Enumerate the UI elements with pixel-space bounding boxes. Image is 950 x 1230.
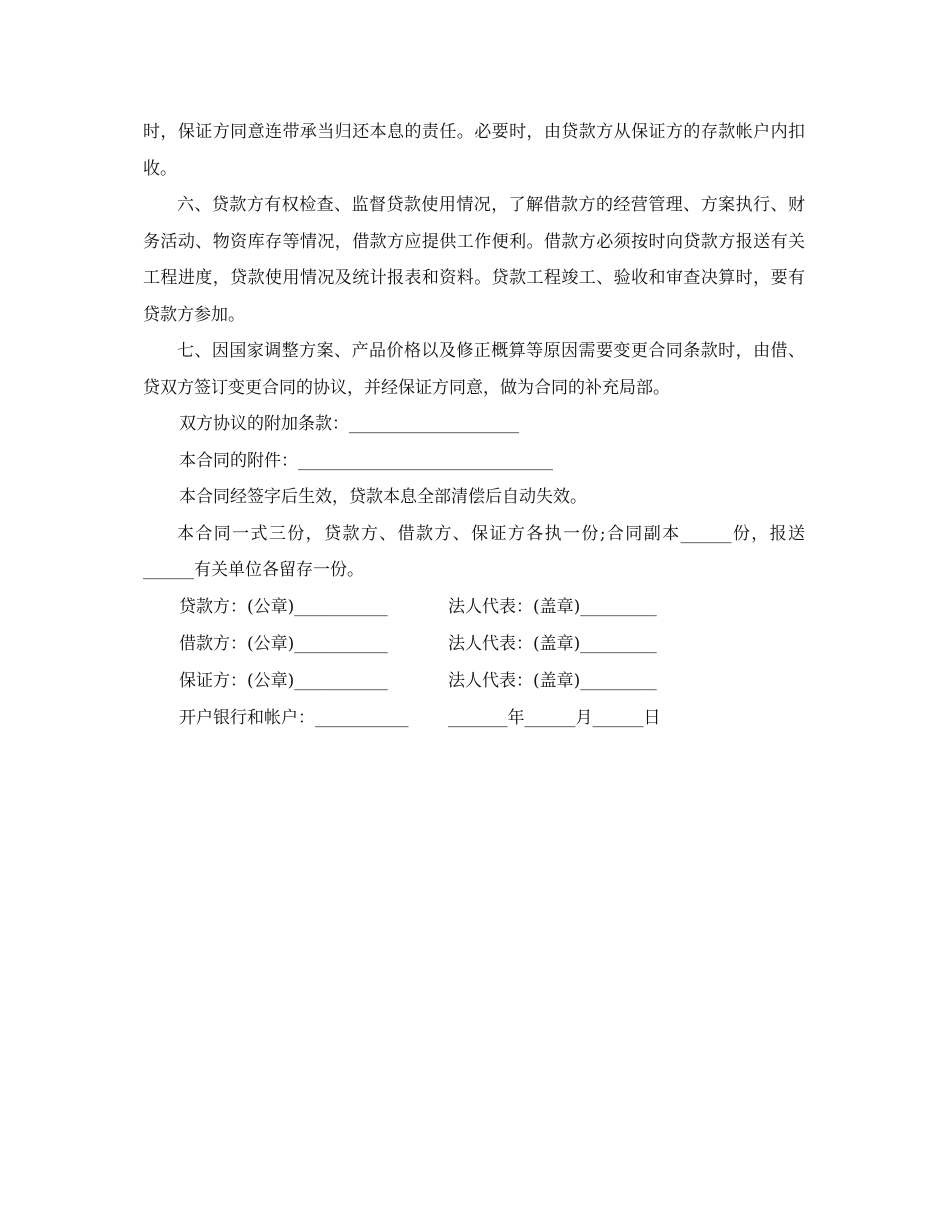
effective-clause: 本合同经签字后生效，贷款本息全部清偿后自动失效。 [179, 487, 587, 507]
signature-row-guarantor [143, 663, 805, 700]
lender-seal-field: 贷款方：(公章)___________ [179, 596, 388, 617]
paragraph-clause-6: 六、贷款方有权检查、监督贷款使用情况，了解借款方的经营管理、方案执行、财务活动、物资库存等情况，借款方应提供工作便利。借款方必须按时向贷款方报送有关工程进度，贷款使用情况及统计报表和资料。贷款工程竣工、验收和审查决算时，要有贷款方参加。 [143, 195, 805, 325]
attachments-line: 本合同的附件：______________________________ [179, 450, 553, 471]
guarantor-representative-field: 法人代表：(盖章)_________ [448, 670, 657, 691]
signature-row-lender [143, 589, 805, 626]
borrower-seal-field: 借款方：(公章)___________ [179, 633, 388, 654]
paragraph-continuation: 时，保证方同意连带承当归还本息的责任。必要时，由贷款方从保证方的存款帐户内扣收。 [143, 122, 805, 179]
borrower-representative-field: 法人代表：(盖章)_________ [448, 633, 657, 654]
signature-row-bank [143, 700, 805, 737]
paragraph-clause-7: 七、因国家调整方案、产品价格以及修正概算等原因需要变更合同条款时，由借、贷双方签订变更合同的协议，并经保证方同意，做为合同的补充局部。 [143, 341, 805, 398]
additional-terms-line: 双方协议的附加条款：____________________ [179, 414, 519, 434]
guarantor-seal-field: 保证方：(公章)___________ [179, 670, 388, 691]
contract-body [143, 114, 805, 737]
signature-row-borrower [143, 626, 805, 663]
bank-account-field: 开户银行和帐户：___________ [179, 707, 409, 728]
date-field: _______年______月______日 [448, 707, 661, 728]
copies-clause: 本合同一式三份，贷款方、借款方、保证方各执一份;合同副本______份，报送______有关单位各留存一份。 [143, 523, 805, 580]
lender-representative-field: 法人代表：(盖章)_________ [448, 596, 657, 617]
